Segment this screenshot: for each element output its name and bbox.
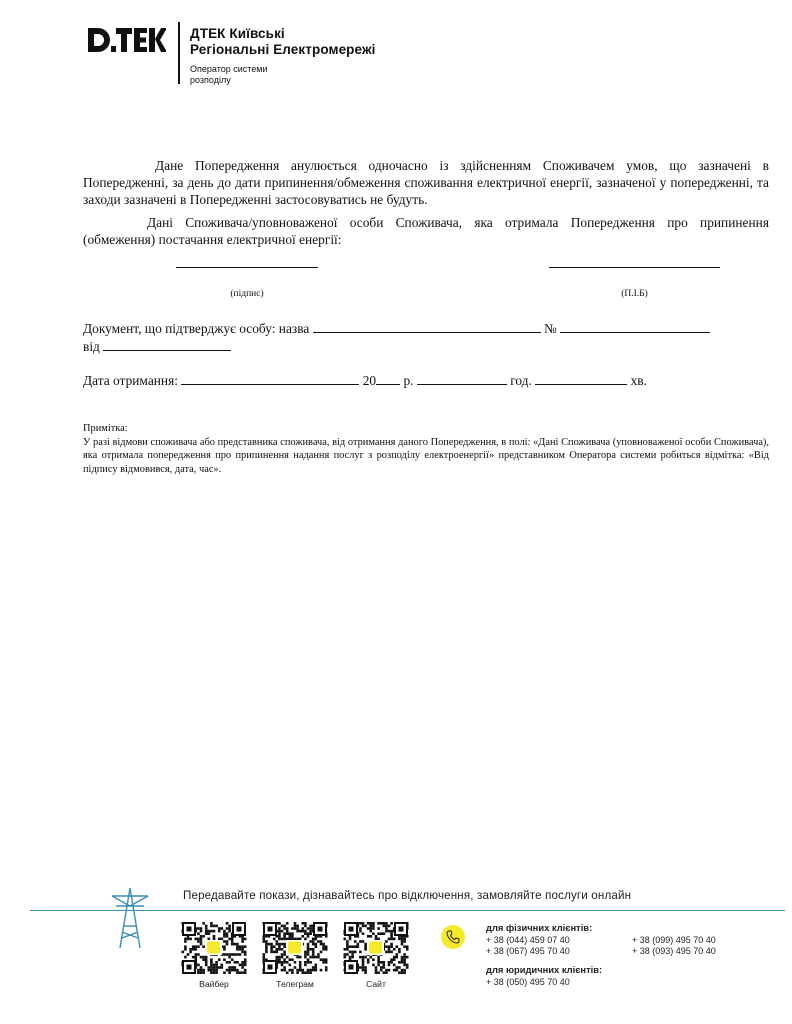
receipt-year-blank[interactable] (376, 372, 400, 385)
individual-phones-col2 (632, 935, 716, 957)
company-block (190, 26, 450, 86)
dtek-logo-icon (86, 24, 166, 56)
company-subtitle-line2: розподілу (190, 75, 231, 85)
telegram-qr-label: Телеграм (276, 979, 314, 989)
footer-divider (30, 910, 785, 911)
document-from-label: від (83, 339, 100, 354)
legal-clients-heading: для юридичних клієнтів: (486, 964, 603, 975)
cancellation-paragraph: Дане Попередження анулюється одночасно із здійсненням Споживачем умов, що зазначені в Попередженні, за день до дати припинення/обмеження споживання електричної енергії, зазначеної у попередженні, та заходи зазначені в Попередженні застосовуватись не будуть. (83, 158, 769, 207)
signature-line[interactable] (176, 267, 318, 268)
note-title: Примітка: (83, 423, 128, 434)
phone-icon (441, 925, 465, 949)
full-name-line[interactable] (549, 267, 720, 268)
phone-number[interactable]: + 38 (093) 495 70 40 (632, 946, 716, 956)
receipt-year-suffix: р. (403, 373, 414, 388)
legal-phone (486, 977, 570, 988)
document-name-blank[interactable] (313, 320, 541, 333)
header-divider (178, 22, 180, 84)
phone-number[interactable]: + 38 (044) 459 07 40 (486, 935, 570, 945)
receipt-minute-blank[interactable] (535, 372, 627, 385)
dtek-logo (86, 24, 166, 56)
individual-phones-col1 (486, 935, 570, 957)
receipt-day-month-blank[interactable] (181, 372, 359, 385)
viber-qr-code[interactable] (181, 922, 247, 974)
receipt-hour-suffix: год. (510, 373, 532, 388)
document-date-row (83, 338, 231, 355)
signature-label: (підпис) (230, 289, 264, 299)
receipt-hour-blank[interactable] (417, 372, 507, 385)
document-number-label: № (544, 321, 557, 336)
receipt-date-row (83, 372, 647, 389)
phone-number[interactable]: + 38 (099) 495 70 40 (632, 935, 716, 945)
consumer-data-paragraph: Дані Споживача/уповноваженої особи Споживача, яка отримала Попередження про припинення (обмеження) постачання електричної енергії: (83, 215, 769, 247)
phone-number[interactable]: + 38 (050) 495 70 40 (486, 977, 570, 987)
company-name-line2: Регіональні Електромережі (190, 42, 376, 57)
website-qr-label: Сайт (366, 979, 386, 989)
receipt-year-prefix: 20 (362, 373, 377, 388)
power-pylon-icon (108, 886, 152, 950)
company-subtitle-line1: Оператор системи (190, 64, 268, 74)
note-text: У разі відмови споживача або представника споживача, від отримання даного Попередження, в полі: «Дані Споживача (уповноваженої особи Споживача), яка отримала попередження про припинення надання послуг з розподілу електроенергії» представником Оператора системи робиться відмітка: «Від підпису відмовився, дата, час». (83, 437, 769, 475)
document-label: Документ, що підтверджує особу: назва (83, 321, 310, 336)
document-number-blank[interactable] (560, 320, 710, 333)
full-name-label: (П.І.Б) (621, 289, 648, 299)
phone-number[interactable]: + 38 (067) 495 70 40 (486, 946, 570, 956)
receipt-date-label: Дата отримання: (83, 373, 178, 388)
website-qr-code[interactable] (343, 922, 409, 974)
telegram-qr-code[interactable] (262, 922, 328, 974)
receipt-minute-suffix: хв. (630, 373, 647, 388)
viber-qr-label: Вайбер (199, 979, 229, 989)
document-field-row (83, 320, 710, 337)
company-name-line1: ДТЕК Київські (190, 26, 285, 41)
footer-slogan: Передавайте покази, дізнавайтесь про відключення, замовляйте послуги онлайн (183, 889, 632, 902)
individual-clients-heading: для фізичних клієнтів: (486, 922, 593, 933)
document-from-blank[interactable] (103, 338, 231, 351)
company-subtitle (190, 64, 450, 86)
